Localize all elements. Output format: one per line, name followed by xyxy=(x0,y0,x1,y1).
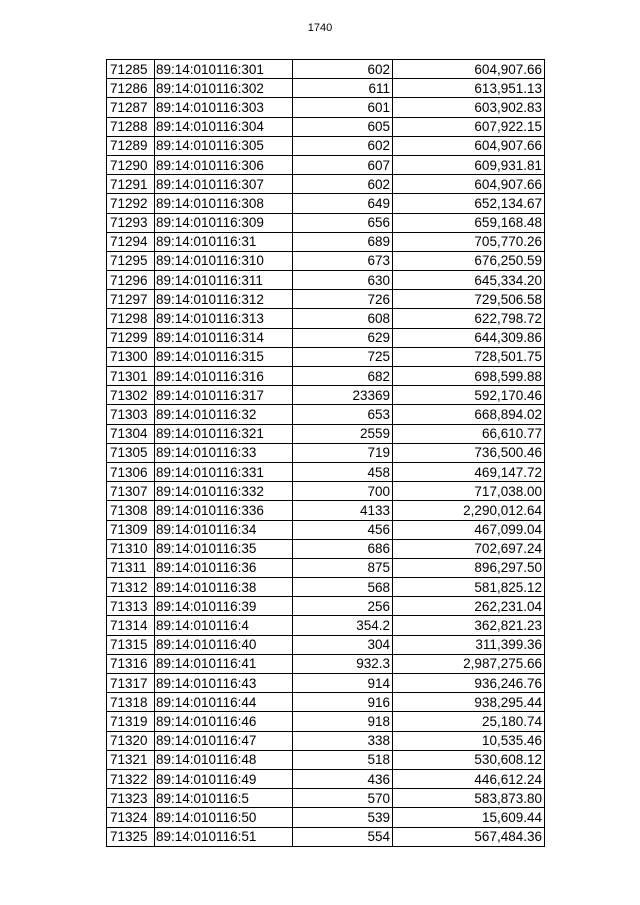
table-row xyxy=(107,194,545,213)
row-id-cell: 71309 xyxy=(107,520,155,539)
amount-cell: 645,334.20 xyxy=(393,271,545,290)
table-row xyxy=(107,654,545,673)
row-id-cell: 71291 xyxy=(107,175,155,194)
cadastral-number-cell: 89:14:010116:50 xyxy=(155,808,293,827)
cadastral-number-cell: 89:14:010116:316 xyxy=(155,367,293,386)
cadastral-number-cell: 89:14:010116:336 xyxy=(155,501,293,520)
amount-cell: 262,231.04 xyxy=(393,597,545,616)
amount-cell: 66,610.77 xyxy=(393,424,545,443)
table-row xyxy=(107,597,545,616)
quantity-cell: 304 xyxy=(293,635,393,654)
cadastral-number-cell: 89:14:010116:305 xyxy=(155,136,293,155)
quantity-cell: 354.2 xyxy=(293,616,393,635)
cadastral-number-cell: 89:14:010116:332 xyxy=(155,482,293,501)
quantity-cell: 918 xyxy=(293,712,393,731)
table-row xyxy=(107,674,545,693)
cadastral-number-cell: 89:14:010116:306 xyxy=(155,155,293,174)
cadastral-number-cell: 89:14:010116:34 xyxy=(155,520,293,539)
row-id-cell: 71318 xyxy=(107,693,155,712)
amount-cell: 15,609.44 xyxy=(393,808,545,827)
table-row xyxy=(107,462,545,481)
table-row xyxy=(107,347,545,366)
quantity-cell: 570 xyxy=(293,789,393,808)
row-id-cell: 71306 xyxy=(107,462,155,481)
row-id-cell: 71308 xyxy=(107,501,155,520)
row-id-cell: 71324 xyxy=(107,808,155,827)
cadastral-number-cell: 89:14:010116:47 xyxy=(155,731,293,750)
table-row xyxy=(107,789,545,808)
quantity-cell: 554 xyxy=(293,827,393,846)
row-id-cell: 71322 xyxy=(107,769,155,788)
row-id-cell: 71302 xyxy=(107,386,155,405)
table-row xyxy=(107,60,545,79)
quantity-cell: 719 xyxy=(293,443,393,462)
amount-cell: 2,987,275.66 xyxy=(393,654,545,673)
quantity-cell: 436 xyxy=(293,769,393,788)
table-row xyxy=(107,731,545,750)
amount-cell: 613,951.13 xyxy=(393,79,545,98)
quantity-cell: 611 xyxy=(293,79,393,98)
quantity-cell: 568 xyxy=(293,578,393,597)
row-id-cell: 71289 xyxy=(107,136,155,155)
table-row xyxy=(107,232,545,251)
cadastral-number-cell: 89:14:010116:312 xyxy=(155,290,293,309)
row-id-cell: 71301 xyxy=(107,367,155,386)
cadastral-number-cell: 89:14:010116:39 xyxy=(155,597,293,616)
quantity-cell: 653 xyxy=(293,405,393,424)
amount-cell: 936,246.76 xyxy=(393,674,545,693)
table-row xyxy=(107,386,545,405)
table-row xyxy=(107,175,545,194)
amount-cell: 603,902.83 xyxy=(393,98,545,117)
row-id-cell: 71286 xyxy=(107,79,155,98)
table-row xyxy=(107,827,545,846)
cadastral-number-cell: 89:14:010116:36 xyxy=(155,558,293,577)
row-id-cell: 71310 xyxy=(107,539,155,558)
row-id-cell: 71295 xyxy=(107,251,155,270)
row-id-cell: 71299 xyxy=(107,328,155,347)
quantity-cell: 458 xyxy=(293,462,393,481)
quantity-cell: 602 xyxy=(293,175,393,194)
table-row xyxy=(107,328,545,347)
cadastral-number-cell: 89:14:010116:331 xyxy=(155,462,293,481)
amount-cell: 604,907.66 xyxy=(393,60,545,79)
amount-cell: 10,535.46 xyxy=(393,731,545,750)
quantity-cell: 875 xyxy=(293,558,393,577)
quantity-cell: 539 xyxy=(293,808,393,827)
table-row xyxy=(107,79,545,98)
row-id-cell: 71307 xyxy=(107,482,155,501)
amount-cell: 938,295.44 xyxy=(393,693,545,712)
cadastral-number-cell: 89:14:010116:304 xyxy=(155,117,293,136)
amount-cell: 644,309.86 xyxy=(393,328,545,347)
cadastral-number-cell: 89:14:010116:44 xyxy=(155,693,293,712)
quantity-cell: 456 xyxy=(293,520,393,539)
table-row xyxy=(107,520,545,539)
cadastral-number-cell: 89:14:010116:51 xyxy=(155,827,293,846)
table-row xyxy=(107,213,545,232)
table-row xyxy=(107,693,545,712)
table-row xyxy=(107,616,545,635)
cadastral-number-cell: 89:14:010116:310 xyxy=(155,251,293,270)
quantity-cell: 914 xyxy=(293,674,393,693)
row-id-cell: 71288 xyxy=(107,117,155,136)
quantity-cell: 656 xyxy=(293,213,393,232)
row-id-cell: 71315 xyxy=(107,635,155,654)
cadastral-number-cell: 89:14:010116:314 xyxy=(155,328,293,347)
table-row xyxy=(107,367,545,386)
row-id-cell: 71285 xyxy=(107,60,155,79)
cadastral-number-cell: 89:14:010116:308 xyxy=(155,194,293,213)
cadastral-number-cell: 89:14:010116:49 xyxy=(155,769,293,788)
quantity-cell: 630 xyxy=(293,271,393,290)
quantity-cell: 4133 xyxy=(293,501,393,520)
quantity-cell: 2559 xyxy=(293,424,393,443)
table-row xyxy=(107,117,545,136)
row-id-cell: 71313 xyxy=(107,597,155,616)
cadastral-number-cell: 89:14:010116:302 xyxy=(155,79,293,98)
quantity-cell: 682 xyxy=(293,367,393,386)
amount-cell: 581,825.12 xyxy=(393,578,545,597)
row-id-cell: 71287 xyxy=(107,98,155,117)
row-id-cell: 71304 xyxy=(107,424,155,443)
row-id-cell: 71292 xyxy=(107,194,155,213)
amount-cell: 604,907.66 xyxy=(393,136,545,155)
amount-cell: 604,907.66 xyxy=(393,175,545,194)
row-id-cell: 71300 xyxy=(107,347,155,366)
cadastral-number-cell: 89:14:010116:309 xyxy=(155,213,293,232)
cadastral-number-cell: 89:14:010116:41 xyxy=(155,654,293,673)
row-id-cell: 71325 xyxy=(107,827,155,846)
amount-cell: 467,099.04 xyxy=(393,520,545,539)
cadastral-number-cell: 89:14:010116:311 xyxy=(155,271,293,290)
amount-cell: 728,501.75 xyxy=(393,347,545,366)
amount-cell: 729,506.58 xyxy=(393,290,545,309)
table-row xyxy=(107,309,545,328)
amount-cell: 659,168.48 xyxy=(393,213,545,232)
quantity-cell: 629 xyxy=(293,328,393,347)
quantity-cell: 607 xyxy=(293,155,393,174)
row-id-cell: 71321 xyxy=(107,750,155,769)
row-id-cell: 71312 xyxy=(107,578,155,597)
cadastral-number-cell: 89:14:010116:46 xyxy=(155,712,293,731)
row-id-cell: 71314 xyxy=(107,616,155,635)
row-id-cell: 71293 xyxy=(107,213,155,232)
quantity-cell: 932.3 xyxy=(293,654,393,673)
cadastral-number-cell: 89:14:010116:315 xyxy=(155,347,293,366)
row-id-cell: 71297 xyxy=(107,290,155,309)
amount-cell: 592,170.46 xyxy=(393,386,545,405)
row-id-cell: 71316 xyxy=(107,654,155,673)
table-row xyxy=(107,405,545,424)
cadastral-number-cell: 89:14:010116:4 xyxy=(155,616,293,635)
page-number: 1740 xyxy=(307,22,333,34)
row-id-cell: 71323 xyxy=(107,789,155,808)
cadastral-number-cell: 89:14:010116:303 xyxy=(155,98,293,117)
cadastral-number-cell: 89:14:010116:48 xyxy=(155,750,293,769)
cadastral-number-cell: 89:14:010116:33 xyxy=(155,443,293,462)
table-row xyxy=(107,424,545,443)
cadastral-number-cell: 89:14:010116:301 xyxy=(155,60,293,79)
table-row xyxy=(107,558,545,577)
table-row xyxy=(107,482,545,501)
amount-cell: 311,399.36 xyxy=(393,635,545,654)
cadastral-number-cell: 89:14:010116:31 xyxy=(155,232,293,251)
cadastral-number-cell: 89:14:010116:32 xyxy=(155,405,293,424)
cadastral-number-cell: 89:14:010116:5 xyxy=(155,789,293,808)
row-id-cell: 71311 xyxy=(107,558,155,577)
amount-cell: 609,931.81 xyxy=(393,155,545,174)
table-row xyxy=(107,98,545,117)
row-id-cell: 71305 xyxy=(107,443,155,462)
quantity-cell: 601 xyxy=(293,98,393,117)
amount-cell: 896,297.50 xyxy=(393,558,545,577)
row-id-cell: 71296 xyxy=(107,271,155,290)
table-row xyxy=(107,539,545,558)
row-id-cell: 71303 xyxy=(107,405,155,424)
table-row xyxy=(107,271,545,290)
table-row xyxy=(107,155,545,174)
amount-cell: 698,599.88 xyxy=(393,367,545,386)
quantity-cell: 726 xyxy=(293,290,393,309)
quantity-cell: 686 xyxy=(293,539,393,558)
table-row xyxy=(107,712,545,731)
quantity-cell: 602 xyxy=(293,60,393,79)
cadastral-number-cell: 89:14:010116:35 xyxy=(155,539,293,558)
cadastral-number-cell: 89:14:010116:317 xyxy=(155,386,293,405)
quantity-cell: 673 xyxy=(293,251,393,270)
cadastral-number-cell: 89:14:010116:321 xyxy=(155,424,293,443)
table-row xyxy=(107,136,545,155)
table-body xyxy=(107,60,545,847)
amount-cell: 446,612.24 xyxy=(393,769,545,788)
amount-cell: 705,770.26 xyxy=(393,232,545,251)
row-id-cell: 71320 xyxy=(107,731,155,750)
amount-cell: 717,038.00 xyxy=(393,482,545,501)
amount-cell: 668,894.02 xyxy=(393,405,545,424)
amount-cell: 469,147.72 xyxy=(393,462,545,481)
row-id-cell: 71294 xyxy=(107,232,155,251)
row-id-cell: 71290 xyxy=(107,155,155,174)
table-row xyxy=(107,251,545,270)
amount-cell: 2,290,012.64 xyxy=(393,501,545,520)
quantity-cell: 518 xyxy=(293,750,393,769)
table-row xyxy=(107,808,545,827)
table-row xyxy=(107,635,545,654)
cadastral-number-cell: 89:14:010116:38 xyxy=(155,578,293,597)
amount-cell: 676,250.59 xyxy=(393,251,545,270)
cadastral-number-cell: 89:14:010116:307 xyxy=(155,175,293,194)
amount-cell: 530,608.12 xyxy=(393,750,545,769)
row-id-cell: 71317 xyxy=(107,674,155,693)
quantity-cell: 725 xyxy=(293,347,393,366)
quantity-cell: 23369 xyxy=(293,386,393,405)
amount-cell: 702,697.24 xyxy=(393,539,545,558)
amount-cell: 362,821.23 xyxy=(393,616,545,635)
quantity-cell: 689 xyxy=(293,232,393,251)
quantity-cell: 700 xyxy=(293,482,393,501)
data-table xyxy=(106,59,545,847)
table-row xyxy=(107,443,545,462)
quantity-cell: 602 xyxy=(293,136,393,155)
table-row xyxy=(107,578,545,597)
quantity-cell: 608 xyxy=(293,309,393,328)
quantity-cell: 649 xyxy=(293,194,393,213)
table-row xyxy=(107,290,545,309)
quantity-cell: 605 xyxy=(293,117,393,136)
table-row xyxy=(107,769,545,788)
cadastral-number-cell: 89:14:010116:43 xyxy=(155,674,293,693)
amount-cell: 583,873.80 xyxy=(393,789,545,808)
amount-cell: 567,484.36 xyxy=(393,827,545,846)
quantity-cell: 916 xyxy=(293,693,393,712)
quantity-cell: 256 xyxy=(293,597,393,616)
cadastral-number-cell: 89:14:010116:313 xyxy=(155,309,293,328)
quantity-cell: 338 xyxy=(293,731,393,750)
amount-cell: 607,922.15 xyxy=(393,117,545,136)
amount-cell: 622,798.72 xyxy=(393,309,545,328)
amount-cell: 652,134.67 xyxy=(393,194,545,213)
amount-cell: 25,180.74 xyxy=(393,712,545,731)
row-id-cell: 71319 xyxy=(107,712,155,731)
row-id-cell: 71298 xyxy=(107,309,155,328)
amount-cell: 736,500.46 xyxy=(393,443,545,462)
table-row xyxy=(107,501,545,520)
cadastral-number-cell: 89:14:010116:40 xyxy=(155,635,293,654)
table-row xyxy=(107,750,545,769)
